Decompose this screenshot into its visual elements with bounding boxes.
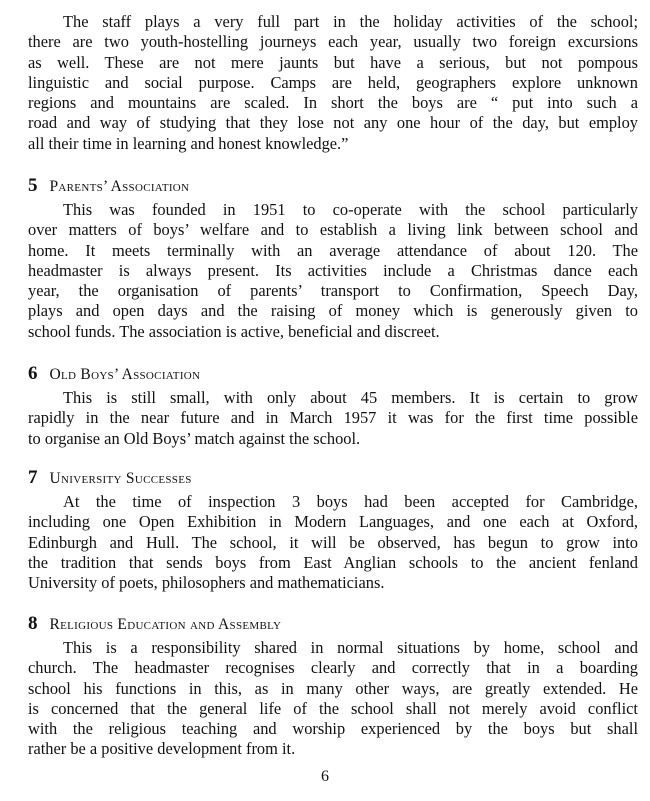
paragraph-line: as well. These are not mere jaunts but have a serious, but not pompous	[28, 52, 638, 72]
paragraph-line: there are two youth-hostelling journeys each year, usually two foreign excursions	[28, 32, 638, 52]
paragraph-line: church. The headmaster recognises clearly and correctly that in a boarding	[28, 658, 638, 678]
section-title: Old Boys’ Association	[49, 366, 201, 383]
paragraph-line: over matters of boys’ welfare and to establish a living link between school and	[28, 220, 638, 240]
section-heading	[28, 175, 189, 197]
paragraph-line: all their time in learning and honest knowledge.”	[28, 133, 349, 153]
section-number: 6	[28, 363, 38, 384]
section-title: Parents’ Association	[49, 178, 190, 195]
section-paragraph	[28, 388, 638, 449]
paragraph-line: including one Open Exhibition in Modern Languages, and one each at Oxford,	[28, 512, 638, 532]
paragraph-line: road and way of studying that they lose not any one hour of the day, but employ	[28, 113, 638, 133]
paragraph-line: The staff plays a very full part in the holiday activities of the school;	[63, 12, 638, 31]
paragraph-line: the tradition that sends boys from East Anglian schools to the ancient fenland	[28, 552, 638, 572]
paragraph-line: year, the organisation of parents’ transport to Confirmation, Speech Day,	[28, 281, 638, 301]
paragraph-line: plays and open days and the raising of money which is generously given to	[28, 301, 638, 321]
section-title: Religious Education and Assembly	[49, 616, 282, 633]
paragraph-line: This was founded in 1951 to co-operate with the school particularly	[63, 200, 638, 219]
paragraph-line: This is still small, with only about 45 members. It is certain to grow	[63, 388, 638, 407]
page-number: 6	[321, 768, 329, 785]
section-number: 7	[28, 467, 38, 488]
section-heading	[28, 613, 281, 635]
section-number: 8	[28, 613, 38, 634]
section-paragraph	[28, 492, 638, 593]
paragraph-line: University of poets, philosophers and mathematicians.	[28, 573, 385, 593]
paragraph-line: home. It meets terminally with an average attendance of about 120. The	[28, 240, 638, 260]
paragraph-line: regions and mountains are scaled. In short the boys are “ put into such a	[28, 93, 638, 113]
paragraph-line: to organise an Old Boys’ match against the school.	[28, 428, 361, 448]
paragraph-line: This is a responsibility shared in normal situations by home, school and	[63, 638, 638, 657]
section-heading	[28, 363, 200, 385]
section-paragraph	[28, 638, 638, 760]
paragraph-line: linguistic and social purpose. Camps are held, geographers explore unknown	[28, 72, 638, 92]
paragraph-line: with the religious teaching and worship experienced by the boys but shall	[28, 719, 638, 739]
paragraph-line: school his functions in this, as in many other ways, are greatly extended. He	[28, 678, 638, 698]
paragraph-line: headmaster is always present. Its activities include a Christmas dance each	[28, 260, 638, 280]
paragraph-line: school funds. The association is active, beneficial and discreet.	[28, 321, 440, 341]
section-title: University Successes	[49, 470, 192, 487]
section-heading	[28, 467, 192, 489]
section-number: 5	[28, 175, 38, 196]
paragraph-line: rapidly in the near future and in March 1957 it was for the first time possible	[28, 408, 638, 428]
intro-paragraph	[28, 12, 638, 154]
paragraph-line: is concerned that the general life of the school shall not merely avoid conflict	[28, 698, 638, 718]
paragraph-line: rather be a positive development from it.	[28, 739, 296, 759]
paragraph-line: At the time of inspection 3 boys had been accepted for Cambridge,	[63, 492, 638, 511]
paragraph-line: Edinburgh and Hull. The school, it will be observed, has begun to grow into	[28, 532, 638, 552]
section-paragraph	[28, 200, 638, 342]
